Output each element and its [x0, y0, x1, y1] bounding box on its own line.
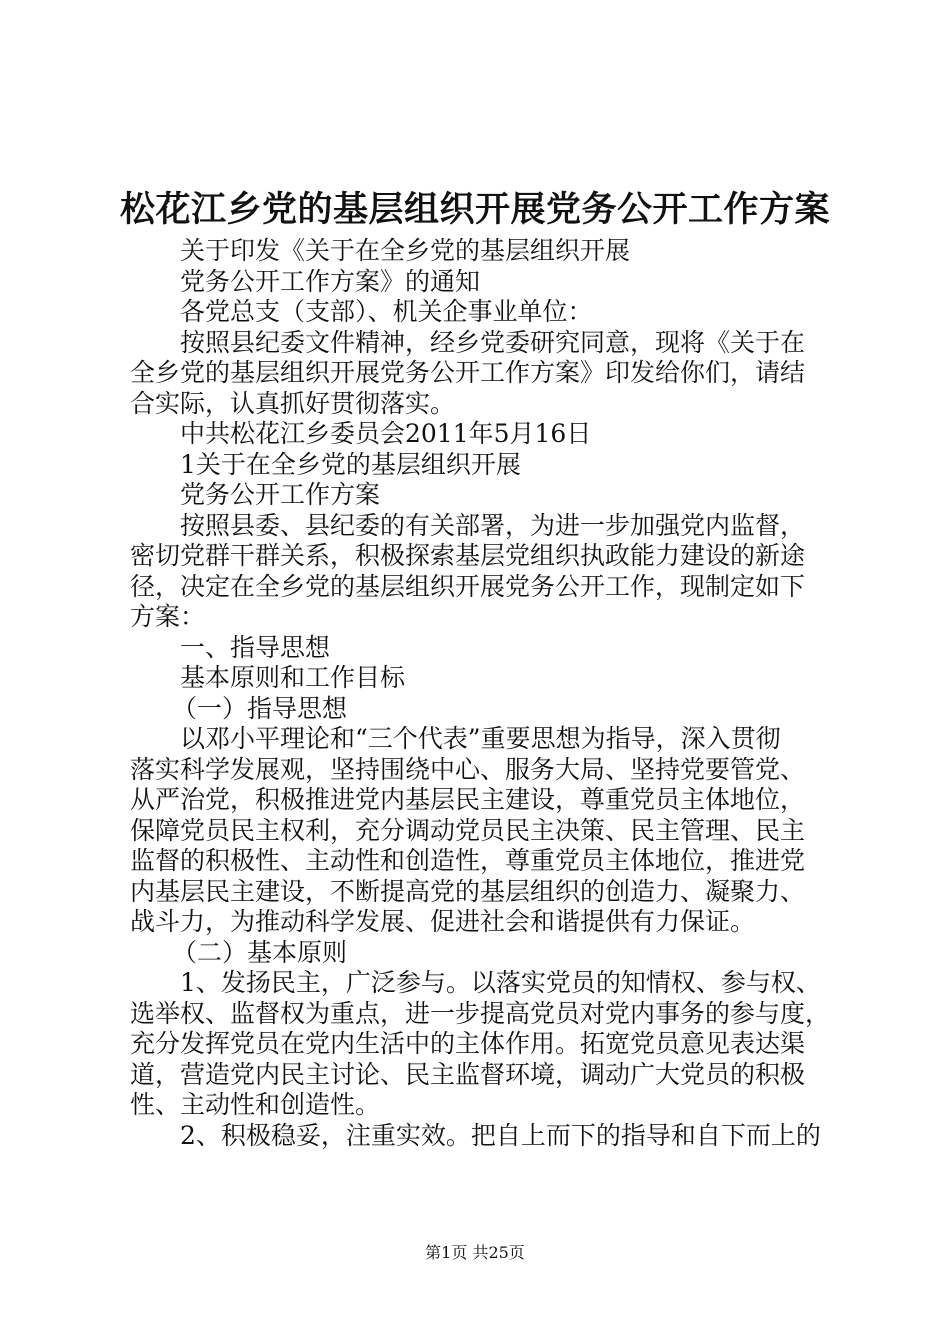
section-title-line-1: 1关于在全乡党的基层组织开展	[180, 449, 521, 479]
paragraph-line: 充分发挥党员在党内生活中的主体作用。拓宽党员意见表达渠	[130, 1029, 806, 1058]
paragraph-line: 战斗力，为推动科学发展、促进社会和谐提供有力保证。	[130, 907, 756, 936]
paragraph-line: 性、主动性和创造性。	[130, 1090, 381, 1119]
subheading-line: （一）指导思想	[172, 693, 348, 723]
paragraph-line: 径，决定在全乡党的基层组织开展党务公开工作，现制定如下	[130, 571, 806, 601]
notice-title-line-2: 党务公开工作方案》的通知	[180, 266, 481, 296]
document-title: 松花江乡党的基层组织开展党务公开工作方案	[119, 189, 830, 230]
paragraph-line: 道，营造党内民主讨论、民主监督环境，调动广大党员的积极	[130, 1059, 806, 1089]
paragraph-line: 合实际，认真抓好贯彻落实。	[130, 388, 456, 418]
paragraph-line: 以邓小平理论和“三个代表”重要思想为指导，深入贯彻	[180, 724, 781, 753]
addressee-line: 各党总支（支部）、机关企事业单位：	[180, 297, 593, 326]
subheading-line: （二）基本原则	[172, 937, 348, 967]
paragraph-line: 按照县纪委文件精神，经乡党委研究同意，现将《关于在	[180, 327, 806, 357]
paragraph-line: 从严治党，积极推进党内基层民主建设，尊重党员主体地位，	[130, 785, 806, 814]
paragraph-line: 落实科学发展观，坚持围绕中心、服务大局、坚持党要管党、	[130, 754, 806, 784]
heading-line: 一、指导思想	[180, 632, 331, 662]
document-body	[130, 236, 835, 1151]
paragraph-line: 密切党群干群关系，积极探索基层党组织执政能力建设的新途	[130, 541, 806, 570]
paragraph-line: 1、发扬民主，广泛参与。以落实党员的知情权、参与权、	[180, 968, 821, 997]
paragraph-line: 按照县委、县纪委的有关部署，为进一步加强党内监督，	[180, 510, 806, 540]
notice-title-line-1: 关于印发《关于在全乡党的基层组织开展	[180, 236, 631, 265]
paragraph-line: 监督的积极性、主动性和创造性，尊重党员主体地位，推进党	[130, 846, 806, 875]
paragraph-line: 全乡党的基层组织开展党务公开工作方案》印发给你们，请结	[130, 358, 806, 387]
page-footer: 第1页 共25页	[425, 1243, 525, 1262]
paragraph-line: 2、积极稳妥，注重实效。把自上而下的指导和自下而上的	[180, 1120, 821, 1150]
paragraph-line: 保障党员民主权利，充分调动党员民主决策、民主管理、民主	[130, 815, 806, 845]
paragraph-line: 方案：	[130, 602, 206, 631]
paragraph-line: 选举权、监督权为重点，进一步提高党员对党内事务的参与度，	[130, 998, 831, 1028]
paragraph-line: 内基层民主建设，不断提高党的基层组织的创造力、凝聚力、	[130, 876, 806, 906]
section-title-line-2: 党务公开工作方案	[180, 480, 381, 509]
heading-line: 基本原则和工作目标	[180, 663, 406, 692]
signature-date-line: 中共松花江乡委员会2011年5月16日	[180, 419, 592, 448]
